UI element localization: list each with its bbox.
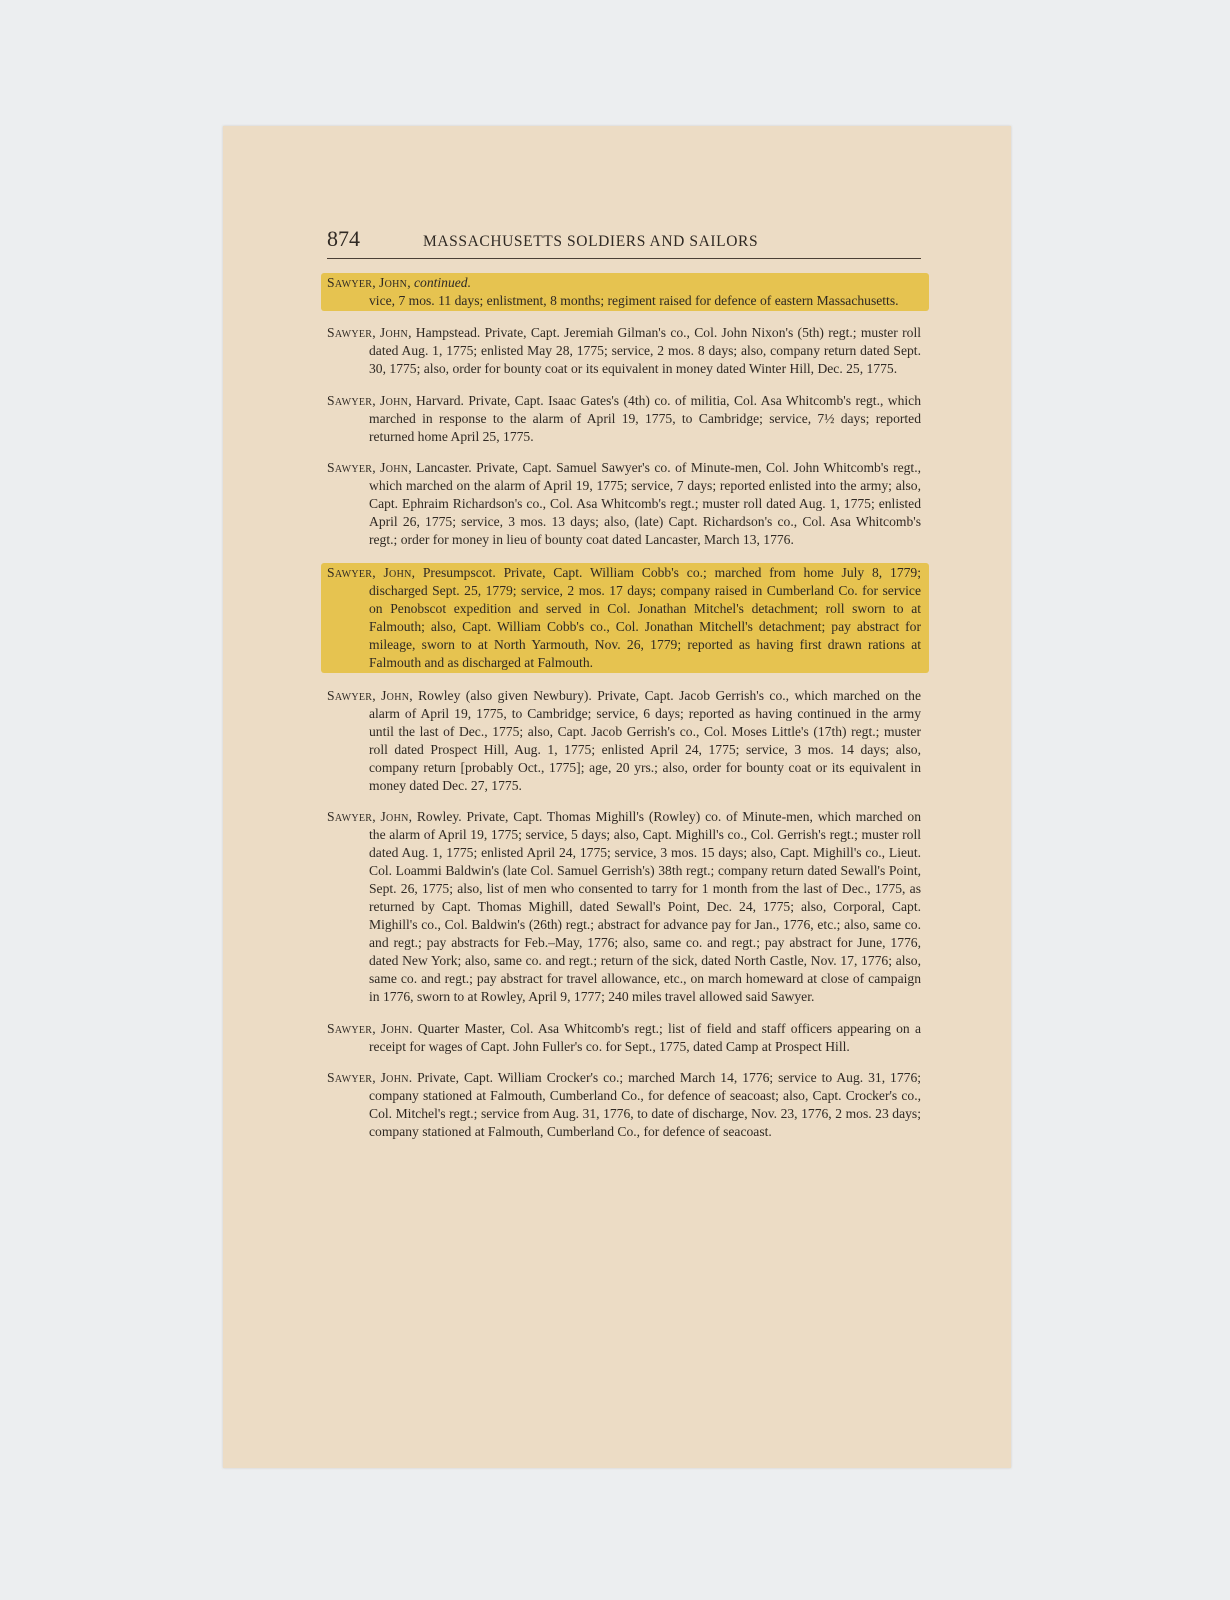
entry-surname: Sawyer [327, 809, 373, 825]
entry-text: Private, Capt. William Crocker's co.; marched March 14, 1776; service to Aug. 31, 1776; company stationed at Falmouth, Cumberland Co., for defence of seacoast; also, Capt. Crocker's co., Col. Mitchel's regt.; service from Aug. 31, 1776, to date of discharge, Nov. 23, 1776, 2 mos. 23 days; company stationed at Falmouth, Cumberland Co., for defence of seacoast. [369, 1070, 922, 1140]
entry-qualifier: Harvard. [415, 392, 464, 408]
entry-qualifier: continued. [413, 274, 471, 290]
entry-list [327, 273, 921, 1142]
entry-surname: Sawyer [327, 1070, 373, 1086]
entry-text: Private, Capt. Jacob Gerrish's co., which marched on the alarm of April 19, 1775, to Cambridge; service, 6 days; reported as having continued in the army until the last of Dec., 1775; also, Capt. Jacob Gerrish's co., Col. Moses Little's (17th) regt.; muster roll dated Prospect Hill, Aug. 1, 1775; enlisted April 24, 1775; service, 3 mos. 14 days; also, company return [probably Oct., 1775]; age, 20 yrs.; also, order for bounty coat or its equivalent in money dated Dec. 27, 1775. [369, 687, 922, 793]
entry-rowley: Sawyer, John, Rowley. Private, Capt. Thomas Mighill's (Rowley) co. of Minute-men, which marched on the alarm of April 19, 1775; service, 5 days; also, Capt. Mighill's co., Col. Gerrish's regt.; muster roll dated Aug. 1, 1775; enlisted April 24, 1775; service, 3 mos. 15 days; also, Capt. Mighill's co., Lieut. Col. Loammi Baldwin's (late Col. Samuel Gerrish's) 38th regt.; company return dated Sewall's Point, Sept. 26, 1775; also, list of men who consented to tarry for 1 month from the last of Dec., 1775, as returned by Capt. Thomas Mighill, dated Sewall's Point, Dec. 24, 1775; also, Corporal, Capt. Mighill's co., Col. Baldwin's (26th) regt.; abstract for advance pay for Jan., 1776, etc.; also, same co. and regt.; pay abstracts for Feb.–May, 1776; also, same co. and regt.; pay abstract for June, 1776, dated New York; also, same co. and regt.; return of the sick, dated North Castle, Nov. 17, 1776; also, same co. and regt.; pay abstract for travel allowance, etc., on march homeward at close of campaign in 1776, sworn to at Rowley, April 9, 1777; 240 miles travel allowed said Sawyer. [327, 809, 922, 1005]
entry-qualifier: Hampstead. [415, 325, 481, 341]
entry-presumpscot: Sawyer, John, Presumpscot. Private, Capt. William Cobb's co.; marched from home July 8, 1779; discharged Sept. 25, 1779; service, 2 mos. 17 days; company raised in Cumberland Co. for service on Penobscot expedition and served in Col. Jonathan Mitchel's detachment; roll sworn to at Falmouth; also, Capt. William Cobb's co., Col. Jonathan Mitchell's detachment; pay abstract for mileage, sworn to at North Yarmouth, Nov. 26, 1779; reported as having first drawn rations at Falmouth and as discharged at Falmouth. [321, 563, 929, 673]
entry-given-name: John [380, 1070, 409, 1086]
entry-text: Private, Capt. Samuel Sawyer's co. of Minute-men, Col. John Whitcomb's regt., which marched on the alarm of April 19, 1775; service, 7 days; reported enlisted into the army; also, Capt. Ephraim Richardson's co., Col. Asa Whitcomb's regt.; muster roll dated Aug. 1, 1775; enlisted April 26, 1775; service, 3 mos. 13 days; also, (late) Capt. Richardson's co., Col. Asa Whitcomb's regt.; order for money in lieu of bounty coat dated Lancaster, March 13, 1776. [369, 460, 921, 548]
entry-given-name: John [379, 325, 409, 341]
entry-text: Quarter Master, Col. Asa Whitcomb's regt.; list of field and staff officers appearing on a receipt for wages of Capt. John Fuller's co. for Sept., 1775, dated Camp at Prospect Hill. [369, 1020, 922, 1054]
entry-continued: Sawyer, John, continued. vice, 7 mos. 11 days; enlistment, 8 months; regiment raised for defence of eastern Massachusetts. [321, 273, 929, 311]
entry-qualifier: Rowley (also given Newbury). [418, 687, 592, 703]
entry-given-name: John [379, 274, 408, 290]
entry-quarter-master: Sawyer, John. Quarter Master, Col. Asa Whitcomb's regt.; list of field and staff officers appearing on a receipt for wages of Capt. John Fuller's co. for Sept., 1775, dated Camp at Prospect Hill. [327, 1020, 922, 1054]
entry-lancaster: Sawyer, John, Lancaster. Private, Capt. Samuel Sawyer's co. of Minute-men, Col. John Whitcomb's regt., which marched on the alarm of April 19, 1775; service, 7 days; reported enlisted into the army; also, Capt. Ephraim Richardson's co., Col. Asa Whitcomb's regt.; muster roll dated Aug. 1, 1775; enlisted April 26, 1775; service, 3 mos. 13 days; also, (late) Capt. Richardson's co., Col. Asa Whitcomb's regt.; order for money in lieu of bounty coat dated Lancaster, March 13, 1776. [327, 460, 921, 548]
entry-text: Private, Capt. Thomas Mighill's (Rowley) co. of Minute-men, which marched on the alarm of April 19, 1775; service, 5 days; also, Capt. Mighill's co., Col. Gerrish's regt.; muster roll dated Aug. 1, 1775; enlisted April 24, 1775; service, 3 mos. 15 days; also, Capt. Mighill's co., Lieut. Col. Loammi Baldwin's (late Col. Samuel Gerrish's) 38th regt.; company return dated Sewall's Point, Sept. 26, 1775; also, list of men who consented to tarry for 1 month from the last of Dec., 1775, as returned by Capt. Thomas Mighill, dated Sewall's Point, Dec. 24, 1775; also, Corporal, Capt. Mighill's co., Col. Baldwin's (26th) regt.; abstract for advance pay for Jan., 1776, etc.; also, same co. and regt.; pay abstracts for Feb.–May, 1776; also, same co. and regt.; pay abstract for June, 1776, dated New York; also, same co. and regt.; return of the sick, dated North Castle, Nov. 17, 1776; also, same co. and regt.; pay abstract for travel allowance, etc., on march homeward at close of campaign in 1776, sworn to at Rowley, April 9, 1777; 240 miles travel allowed said Sawyer. [369, 809, 922, 1005]
entry-given-name: John [380, 460, 409, 476]
entry-given-name: John [380, 392, 409, 408]
entry-surname: Sawyer [327, 564, 373, 580]
entry-surname: Sawyer [327, 325, 373, 341]
entry-qualifier: Lancaster. [416, 460, 472, 476]
entry-rowley-newbury: Sawyer, John, Rowley (also given Newbury). Private, Capt. Jacob Gerrish's co., which marched on the alarm of April 19, 1775, to Cambridge; service, 6 days; reported as having continued in the army until the last of Dec., 1775; also, Capt. Jacob Gerrish's co., Col. Moses Little's (17th) regt.; muster roll dated Prospect Hill, Aug. 1, 1775; enlisted April 24, 1775; service, 3 mos. 14 days; also, company return [probably Oct., 1775]; age, 20 yrs.; also, order for bounty coat or its equivalent in money dated Dec. 27, 1775. [327, 687, 922, 793]
entry-given-name: John [380, 1020, 410, 1036]
entry-qualifier: Presumpscot. [422, 564, 496, 580]
entry-given-name: John [380, 809, 409, 825]
entry-text: Private, Capt. Isaac Gates's (4th) co. of militia, Col. Asa Whitcomb's regt., which marched in response to the alarm of April 19, 1775, to Cambridge; service, 7½ days; reported returned home April 25, 1775. [369, 392, 921, 444]
entry-text: Private, Capt. William Cobb's co.; marched from home July 8, 1779; discharged Sept. 25, 1779; service, 2 mos. 17 days; company raised in Cumberland Co. for service on Penobscot expedition and served in Col. Jonathan Mitchel's detachment; roll sworn to at Falmouth; also, Capt. William Cobb's co., Col. Jonathan Mitchell's detachment; pay abstract for mileage, sworn to at North Yarmouth, Nov. 26, 1779; reported as having first drawn rations at Falmouth and as discharged at Falmouth. [369, 564, 921, 670]
entry-surname: Sawyer [327, 1020, 373, 1036]
entry-surname: Sawyer [327, 460, 373, 476]
entry-surname: Sawyer [327, 687, 373, 703]
page-text-block [327, 226, 921, 1149]
page-number: 874 [327, 226, 360, 251]
entry-qualifier: Rowley. [416, 809, 462, 825]
entry-crocker: Sawyer, John. Private, Capt. William Crocker's co.; marched March 14, 1776; service to Aug. 31, 1776; company stationed at Falmouth, Cumberland Co., for defence of seacoast; also, Capt. Crocker's co., Col. Mitchel's regt.; service from Aug. 31, 1776, to date of discharge, Nov. 23, 1776, 2 mos. 23 days; company stationed at Falmouth, Cumberland Co., for defence of seacoast. [327, 1070, 922, 1140]
entry-surname: Sawyer [327, 392, 373, 408]
entry-given-name: John [383, 564, 412, 580]
entry-surname: Sawyer [327, 274, 373, 290]
running-head [327, 226, 921, 259]
entry-text: vice, 7 mos. 11 days; enlistment, 8 months; regiment raised for defence of eastern Massachusetts. [369, 292, 899, 308]
entry-hampstead: Sawyer, John, Hampstead. Private, Capt. Jeremiah Gilman's co., Col. John Nixon's (5th) regt.; muster roll dated Aug. 1, 1775; enlisted May 28, 1775; service, 2 mos. 8 days; also, company return dated Sept. 30, 1775; also, order for bounty coat or its equivalent in money dated Winter Hill, Dec. 25, 1775. [327, 325, 922, 377]
running-title: MASSACHUSETTS SOLDIERS AND SAILORS [423, 233, 759, 250]
entry-text: Private, Capt. Jeremiah Gilman's co., Col. John Nixon's (5th) regt.; muster roll dated Aug. 1, 1775; enlisted May 28, 1775; service, 2 mos. 8 days; also, company return dated Sept. 30, 1775; also, order for bounty coat or its equivalent in money dated Winter Hill, Dec. 25, 1775. [369, 325, 922, 377]
entry-given-name: John [381, 687, 410, 703]
entry-harvard: Sawyer, John, Harvard. Private, Capt. Isaac Gates's (4th) co. of militia, Col. Asa Whitcomb's regt., which marched in response to the alarm of April 19, 1775, to Cambridge; service, 7½ days; reported returned home April 25, 1775. [327, 392, 921, 444]
